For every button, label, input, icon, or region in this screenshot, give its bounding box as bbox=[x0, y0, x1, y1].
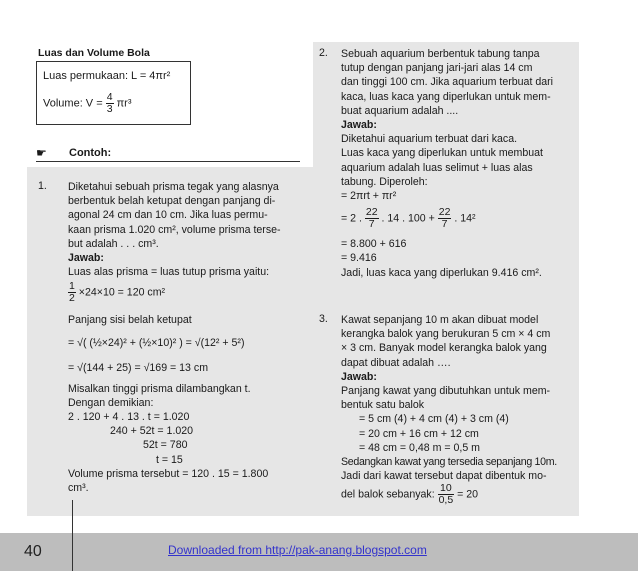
fraction: $\frac{4}{3}$ bbox=[106, 91, 113, 115]
contoh-heading: ☛ Contoh: bbox=[36, 147, 300, 162]
footer-divider bbox=[72, 500, 73, 571]
area-calc: $\frac{1}{2}$ ×24×10 = 120 cm² bbox=[69, 280, 166, 305]
model-count-calc: del balok sebanyak: $\frac{10}{0,5}$ = 20 bbox=[341, 482, 479, 507]
hand-point-icon: ☛ bbox=[36, 146, 47, 160]
formula-box bbox=[36, 61, 191, 125]
problem-3-number: 3. bbox=[319, 313, 328, 325]
problem-2: Sebuah aquarium berbentuk tabung tanpa tutup dengan panjang jari-jari alas 14 cm dan tinggi 100 cm. Jika aquarium terbuat dari kaca, luas kaca yang diperlukan untuk mem- buat aquarium adalah .... Jawab: Diketahui aquarium terbuat dari kaca. Luas kaca yang diperlukan untuk membuat aquarium adalah luas selimut + luas alas tabung. Diperoleh: = 2πrt + πr² = 2 . $\frac{22}{7}$ . 14 . 100 + $\frac{22}{7}$ . 14² = 8.800 + 616 = 9.416 Jadi, luas kaca yang diperlukan 9.416 cm². bbox=[341, 47, 573, 280]
surface-area-formula: Luas permukaan: L = 4πr² bbox=[43, 70, 171, 82]
problem-3: Kawat sepanjang 10 m akan dibuat model kerangka balok yang berukuran 5 cm × 4 cm × 3 cm. Banyak model kerangka balok yang dapat dibuat adalah …. Jawab: Panjang kawat yang dibutuhkan untuk mem- bentuk satu balok = 5 cm (4) + 4 cm (4) + 3 cm (4) = 20 cm + 16 cm + 12 cm = 48 cm = 0,48 m = 0,5 m Sedangkan kawat yang tersedia sepanjang 10m. Jadi dari kawat tersebut dapat dibentuk mo- del balok sebanyak: $\frac{10}{0,5}$ = 20 bbox=[341, 313, 573, 511]
problem-1: Diketahui sebuah prisma tegak yang alasnya berbentuk belah ketupat dengan panjang di- agonal 24 cm dan 10 cm. Jika luas permu- kaan prisma 1.020 cm², volume prisma terse- but adalah . . . cm³. Jawab: Luas alas prisma = luas tutup prisma yaitu: $\frac{1}{2}$ ×24×10 = 120 cm² Panjang sisi belah ketupat = √( (½×24)² + (½×10)² ) = √(12² + 5²) = √(144 + 25) = √169 = 13 cm Misalkan tinggi prisma dilambangkan t. Dengan demikian: 2 . 120 + 4 . 13 . t = 1.020 240 + 52t = 1.020 52t = 780 t = 15 Volume prisma tersebut = 120 . 15 = 1.800 cm³. bbox=[68, 180, 304, 495]
sqrt-calc-2: = √(144 + 25) = √169 = 13 cm bbox=[68, 361, 209, 374]
page-number: 40 bbox=[24, 543, 42, 560]
download-link[interactable]: Downloaded from http://pak-anang.blogspot.com bbox=[168, 543, 427, 557]
problem-1-number: 1. bbox=[38, 180, 47, 192]
cylinder-calc: = 2 . $\frac{22}{7}$ . 14 . 100 + $\frac{22}{7}$ . 14² bbox=[341, 206, 476, 231]
problem-2-number: 2. bbox=[319, 47, 328, 59]
volume-formula: Volume: V = $\frac{4}{3}$ πr³ bbox=[43, 91, 132, 115]
sqrt-calc-1: = √( (½×24)² + (½×10)² ) = √(12² + 5²) bbox=[68, 336, 245, 349]
section-title: Luas dan Volume Bola bbox=[38, 47, 150, 59]
